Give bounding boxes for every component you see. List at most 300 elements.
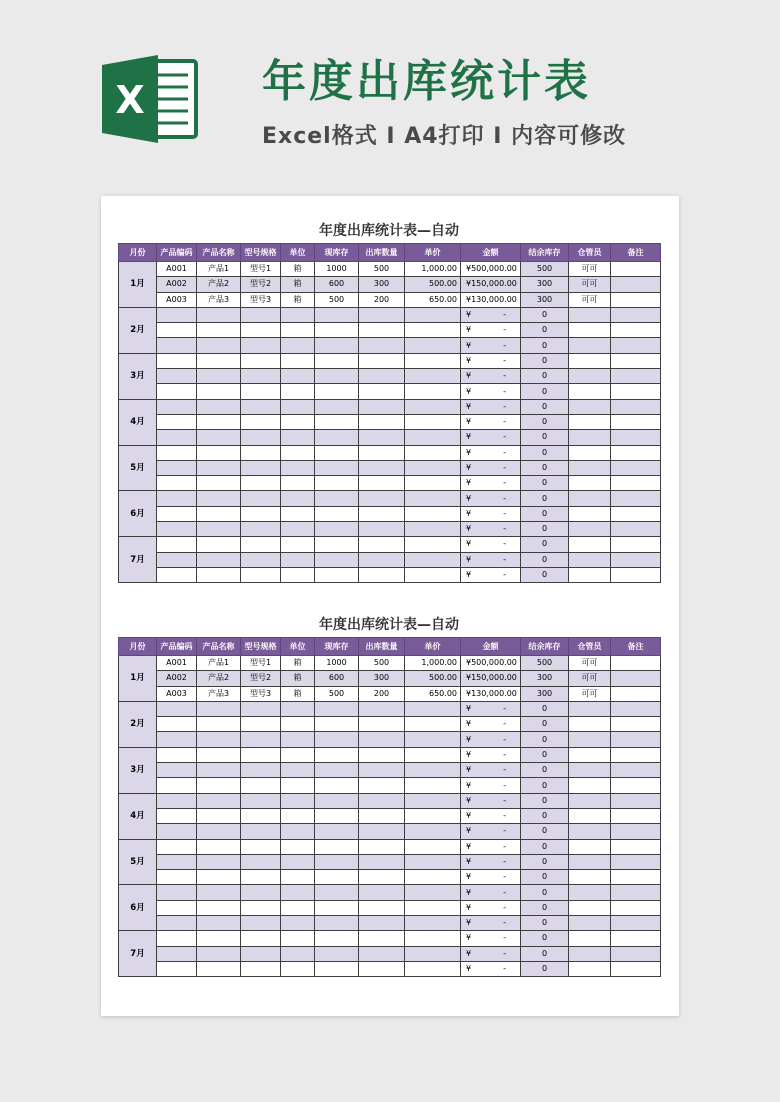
- cell-price[interactable]: [405, 793, 461, 808]
- cell-model[interactable]: [241, 323, 281, 338]
- cell-out[interactable]: [359, 353, 405, 368]
- cell-amount[interactable]: [461, 747, 521, 762]
- cell-keeper[interactable]: [569, 414, 611, 429]
- cell-note[interactable]: [611, 885, 661, 900]
- cell-price[interactable]: [405, 522, 461, 537]
- cell-name[interactable]: [197, 793, 241, 808]
- cell-keeper[interactable]: [569, 839, 611, 854]
- cell-price[interactable]: [405, 307, 461, 322]
- cell-unit[interactable]: [281, 430, 315, 445]
- cell-price[interactable]: [405, 338, 461, 353]
- cell-unit[interactable]: [281, 445, 315, 460]
- cell-note[interactable]: [611, 778, 661, 793]
- cell-amount[interactable]: [461, 460, 521, 475]
- cell-code[interactable]: [157, 552, 197, 567]
- cell-code[interactable]: [157, 778, 197, 793]
- cell-balance[interactable]: 0: [521, 338, 569, 353]
- cell-amount[interactable]: [461, 399, 521, 414]
- cell-code[interactable]: [157, 900, 197, 915]
- cell-model[interactable]: [241, 747, 281, 762]
- cell-name[interactable]: [197, 537, 241, 552]
- cell-price[interactable]: 500.00: [405, 671, 461, 686]
- cell-note[interactable]: [611, 399, 661, 414]
- cell-note[interactable]: [611, 900, 661, 915]
- cell-note[interactable]: [611, 854, 661, 869]
- cell-balance[interactable]: 0: [521, 839, 569, 854]
- cell-code[interactable]: [157, 537, 197, 552]
- cell-out[interactable]: [359, 307, 405, 322]
- cell-stock[interactable]: [315, 338, 359, 353]
- cell-price[interactable]: [405, 476, 461, 491]
- cell-model[interactable]: [241, 778, 281, 793]
- cell-amount[interactable]: [461, 323, 521, 338]
- cell-unit[interactable]: [281, 476, 315, 491]
- cell-amount[interactable]: [461, 931, 521, 946]
- cell-stock[interactable]: [315, 732, 359, 747]
- cell-model[interactable]: [241, 399, 281, 414]
- cell-model[interactable]: [241, 946, 281, 961]
- cell-name[interactable]: [197, 338, 241, 353]
- cell-unit[interactable]: [281, 369, 315, 384]
- cell-code[interactable]: [157, 824, 197, 839]
- cell-stock[interactable]: [315, 445, 359, 460]
- cell-price[interactable]: [405, 552, 461, 567]
- cell-stock[interactable]: [315, 900, 359, 915]
- cell-amount[interactable]: [461, 552, 521, 567]
- cell-keeper[interactable]: [569, 916, 611, 931]
- cell-model[interactable]: [241, 701, 281, 716]
- cell-unit[interactable]: [281, 839, 315, 854]
- cell-code[interactable]: [157, 476, 197, 491]
- cell-out[interactable]: [359, 414, 405, 429]
- cell-stock[interactable]: [315, 747, 359, 762]
- cell-out[interactable]: 500: [359, 262, 405, 277]
- cell-out[interactable]: [359, 522, 405, 537]
- cell-name[interactable]: [197, 701, 241, 716]
- cell-stock[interactable]: 500: [315, 292, 359, 307]
- cell-out[interactable]: [359, 717, 405, 732]
- cell-unit[interactable]: [281, 522, 315, 537]
- cell-price[interactable]: [405, 430, 461, 445]
- cell-keeper[interactable]: [569, 763, 611, 778]
- cell-keeper[interactable]: [569, 399, 611, 414]
- cell-unit[interactable]: [281, 460, 315, 475]
- cell-code[interactable]: [157, 763, 197, 778]
- cell-out[interactable]: [359, 946, 405, 961]
- cell-note[interactable]: [611, 931, 661, 946]
- cell-code[interactable]: A003: [157, 686, 197, 701]
- cell-name[interactable]: [197, 854, 241, 869]
- cell-code[interactable]: [157, 961, 197, 976]
- cell-keeper[interactable]: [569, 476, 611, 491]
- cell-model[interactable]: [241, 854, 281, 869]
- cell-stock[interactable]: [315, 931, 359, 946]
- cell-code[interactable]: [157, 399, 197, 414]
- cell-keeper[interactable]: [569, 537, 611, 552]
- cell-note[interactable]: [611, 537, 661, 552]
- cell-keeper[interactable]: [569, 717, 611, 732]
- cell-keeper[interactable]: [569, 701, 611, 716]
- cell-out[interactable]: [359, 430, 405, 445]
- cell-note[interactable]: [611, 552, 661, 567]
- cell-balance[interactable]: 0: [521, 808, 569, 823]
- cell-balance[interactable]: 0: [521, 369, 569, 384]
- cell-out[interactable]: [359, 323, 405, 338]
- cell-stock[interactable]: [315, 946, 359, 961]
- cell-unit[interactable]: 箱: [281, 671, 315, 686]
- cell-amount[interactable]: [461, 824, 521, 839]
- cell-stock[interactable]: [315, 323, 359, 338]
- cell-price[interactable]: [405, 369, 461, 384]
- cell-out[interactable]: [359, 537, 405, 552]
- cell-out[interactable]: [359, 793, 405, 808]
- cell-balance[interactable]: 0: [521, 854, 569, 869]
- cell-unit[interactable]: [281, 399, 315, 414]
- cell-model[interactable]: [241, 522, 281, 537]
- cell-note[interactable]: [611, 445, 661, 460]
- cell-name[interactable]: [197, 717, 241, 732]
- cell-keeper[interactable]: [569, 506, 611, 521]
- cell-unit[interactable]: [281, 307, 315, 322]
- cell-note[interactable]: [611, 292, 661, 307]
- cell-model[interactable]: 型号1: [241, 262, 281, 277]
- cell-price[interactable]: [405, 567, 461, 582]
- cell-stock[interactable]: 500: [315, 686, 359, 701]
- cell-price[interactable]: [405, 384, 461, 399]
- cell-amount[interactable]: [461, 778, 521, 793]
- cell-balance[interactable]: 0: [521, 732, 569, 747]
- cell-amount[interactable]: [461, 808, 521, 823]
- cell-price[interactable]: [405, 491, 461, 506]
- cell-balance[interactable]: 0: [521, 870, 569, 885]
- cell-name[interactable]: [197, 870, 241, 885]
- cell-stock[interactable]: [315, 491, 359, 506]
- cell-code[interactable]: [157, 854, 197, 869]
- cell-out[interactable]: [359, 916, 405, 931]
- cell-code[interactable]: [157, 808, 197, 823]
- cell-price[interactable]: [405, 885, 461, 900]
- cell-name[interactable]: [197, 916, 241, 931]
- cell-unit[interactable]: [281, 717, 315, 732]
- cell-unit[interactable]: [281, 946, 315, 961]
- cell-stock[interactable]: [315, 701, 359, 716]
- cell-keeper[interactable]: [569, 460, 611, 475]
- cell-model[interactable]: [241, 307, 281, 322]
- cell-balance[interactable]: 0: [521, 717, 569, 732]
- cell-note[interactable]: [611, 961, 661, 976]
- cell-amount[interactable]: [461, 522, 521, 537]
- cell-balance[interactable]: 0: [521, 763, 569, 778]
- cell-stock[interactable]: [315, 399, 359, 414]
- cell-model[interactable]: [241, 567, 281, 582]
- cell-unit[interactable]: [281, 870, 315, 885]
- cell-name[interactable]: [197, 732, 241, 747]
- cell-price[interactable]: [405, 399, 461, 414]
- cell-balance[interactable]: 0: [521, 476, 569, 491]
- cell-unit[interactable]: [281, 747, 315, 762]
- cell-stock[interactable]: [315, 885, 359, 900]
- cell-price[interactable]: 1,000.00: [405, 262, 461, 277]
- cell-price[interactable]: [405, 537, 461, 552]
- cell-stock[interactable]: [315, 460, 359, 475]
- cell-code[interactable]: [157, 323, 197, 338]
- cell-unit[interactable]: [281, 384, 315, 399]
- cell-model[interactable]: [241, 900, 281, 915]
- cell-code[interactable]: [157, 491, 197, 506]
- cell-note[interactable]: [611, 870, 661, 885]
- cell-out[interactable]: 500: [359, 656, 405, 671]
- cell-model[interactable]: 型号3: [241, 292, 281, 307]
- cell-name[interactable]: [197, 445, 241, 460]
- cell-price[interactable]: [405, 931, 461, 946]
- cell-name[interactable]: [197, 763, 241, 778]
- cell-keeper[interactable]: [569, 522, 611, 537]
- cell-out[interactable]: [359, 824, 405, 839]
- cell-out[interactable]: 300: [359, 671, 405, 686]
- cell-code[interactable]: [157, 793, 197, 808]
- cell-amount[interactable]: [461, 946, 521, 961]
- cell-amount[interactable]: [461, 567, 521, 582]
- cell-amount[interactable]: [461, 839, 521, 854]
- cell-balance[interactable]: 0: [521, 537, 569, 552]
- cell-note[interactable]: [611, 946, 661, 961]
- cell-model[interactable]: [241, 414, 281, 429]
- cell-balance[interactable]: 0: [521, 399, 569, 414]
- cell-unit[interactable]: [281, 552, 315, 567]
- cell-price[interactable]: [405, 747, 461, 762]
- cell-keeper[interactable]: 可可: [569, 292, 611, 307]
- cell-name[interactable]: 产品1: [197, 656, 241, 671]
- cell-unit[interactable]: [281, 353, 315, 368]
- cell-balance[interactable]: 0: [521, 885, 569, 900]
- cell-model[interactable]: [241, 916, 281, 931]
- cell-stock[interactable]: 1000: [315, 262, 359, 277]
- cell-name[interactable]: [197, 506, 241, 521]
- cell-price[interactable]: [405, 900, 461, 915]
- cell-stock[interactable]: [315, 384, 359, 399]
- cell-amount[interactable]: [461, 717, 521, 732]
- cell-keeper[interactable]: 可可: [569, 277, 611, 292]
- cell-balance[interactable]: 0: [521, 506, 569, 521]
- cell-keeper[interactable]: 可可: [569, 262, 611, 277]
- cell-keeper[interactable]: [569, 870, 611, 885]
- cell-balance[interactable]: 0: [521, 900, 569, 915]
- cell-model[interactable]: [241, 506, 281, 521]
- cell-amount[interactable]: [461, 763, 521, 778]
- cell-model[interactable]: 型号2: [241, 277, 281, 292]
- cell-out[interactable]: [359, 491, 405, 506]
- cell-price[interactable]: [405, 839, 461, 854]
- cell-out[interactable]: [359, 900, 405, 915]
- cell-model[interactable]: [241, 445, 281, 460]
- cell-out[interactable]: 200: [359, 686, 405, 701]
- cell-note[interactable]: [611, 567, 661, 582]
- cell-model[interactable]: [241, 491, 281, 506]
- cell-code[interactable]: [157, 506, 197, 521]
- cell-price[interactable]: [405, 808, 461, 823]
- cell-stock[interactable]: [315, 854, 359, 869]
- cell-stock[interactable]: [315, 839, 359, 854]
- cell-name[interactable]: [197, 778, 241, 793]
- cell-stock[interactable]: [315, 552, 359, 567]
- cell-balance[interactable]: 0: [521, 460, 569, 475]
- cell-name[interactable]: [197, 323, 241, 338]
- cell-unit[interactable]: [281, 793, 315, 808]
- cell-balance[interactable]: 300: [521, 686, 569, 701]
- cell-note[interactable]: [611, 686, 661, 701]
- cell-amount[interactable]: [461, 961, 521, 976]
- cell-model[interactable]: [241, 870, 281, 885]
- cell-code[interactable]: [157, 414, 197, 429]
- cell-amount[interactable]: [461, 369, 521, 384]
- cell-name[interactable]: [197, 491, 241, 506]
- cell-amount[interactable]: [461, 916, 521, 931]
- cell-stock[interactable]: [315, 763, 359, 778]
- cell-amount[interactable]: [461, 793, 521, 808]
- cell-note[interactable]: [611, 808, 661, 823]
- cell-note[interactable]: [611, 384, 661, 399]
- cell-stock[interactable]: [315, 506, 359, 521]
- cell-stock[interactable]: [315, 916, 359, 931]
- cell-price[interactable]: 1,000.00: [405, 656, 461, 671]
- cell-balance[interactable]: 0: [521, 384, 569, 399]
- cell-keeper[interactable]: [569, 307, 611, 322]
- cell-amount[interactable]: [461, 506, 521, 521]
- cell-price[interactable]: 500.00: [405, 277, 461, 292]
- cell-price[interactable]: [405, 506, 461, 521]
- cell-model[interactable]: [241, 839, 281, 854]
- cell-model[interactable]: [241, 808, 281, 823]
- cell-code[interactable]: [157, 460, 197, 475]
- cell-code[interactable]: [157, 369, 197, 384]
- cell-balance[interactable]: 300: [521, 292, 569, 307]
- cell-code[interactable]: [157, 916, 197, 931]
- cell-balance[interactable]: 0: [521, 567, 569, 582]
- cell-balance[interactable]: 0: [521, 824, 569, 839]
- cell-out[interactable]: 200: [359, 292, 405, 307]
- cell-balance[interactable]: 0: [521, 445, 569, 460]
- cell-note[interactable]: [611, 747, 661, 762]
- cell-balance[interactable]: 300: [521, 671, 569, 686]
- cell-code[interactable]: [157, 870, 197, 885]
- cell-amount[interactable]: [461, 353, 521, 368]
- cell-stock[interactable]: [315, 307, 359, 322]
- cell-stock[interactable]: [315, 961, 359, 976]
- cell-note[interactable]: [611, 262, 661, 277]
- cell-amount[interactable]: [461, 491, 521, 506]
- cell-out[interactable]: [359, 445, 405, 460]
- cell-code[interactable]: [157, 353, 197, 368]
- cell-code[interactable]: A003: [157, 292, 197, 307]
- cell-stock[interactable]: [315, 793, 359, 808]
- cell-model[interactable]: [241, 369, 281, 384]
- cell-price[interactable]: [405, 460, 461, 475]
- cell-amount[interactable]: [461, 671, 521, 686]
- cell-unit[interactable]: [281, 808, 315, 823]
- cell-unit[interactable]: [281, 323, 315, 338]
- cell-balance[interactable]: 300: [521, 277, 569, 292]
- cell-model[interactable]: [241, 763, 281, 778]
- cell-model[interactable]: [241, 338, 281, 353]
- cell-note[interactable]: [611, 763, 661, 778]
- cell-amount[interactable]: [461, 476, 521, 491]
- cell-unit[interactable]: [281, 537, 315, 552]
- cell-keeper[interactable]: [569, 491, 611, 506]
- cell-note[interactable]: [611, 307, 661, 322]
- cell-name[interactable]: [197, 931, 241, 946]
- cell-amount[interactable]: [461, 277, 521, 292]
- cell-model[interactable]: [241, 961, 281, 976]
- cell-note[interactable]: [611, 323, 661, 338]
- cell-unit[interactable]: [281, 916, 315, 931]
- cell-keeper[interactable]: [569, 778, 611, 793]
- cell-balance[interactable]: 0: [521, 931, 569, 946]
- cell-name[interactable]: [197, 552, 241, 567]
- cell-keeper[interactable]: [569, 338, 611, 353]
- cell-keeper[interactable]: [569, 445, 611, 460]
- cell-name[interactable]: [197, 460, 241, 475]
- cell-keeper[interactable]: 可可: [569, 686, 611, 701]
- cell-keeper[interactable]: [569, 353, 611, 368]
- cell-amount[interactable]: [461, 307, 521, 322]
- cell-amount[interactable]: [461, 854, 521, 869]
- cell-unit[interactable]: 箱: [281, 262, 315, 277]
- cell-code[interactable]: [157, 946, 197, 961]
- cell-out[interactable]: [359, 701, 405, 716]
- cell-price[interactable]: 650.00: [405, 686, 461, 701]
- cell-name[interactable]: 产品3: [197, 292, 241, 307]
- cell-price[interactable]: 650.00: [405, 292, 461, 307]
- cell-note[interactable]: [611, 671, 661, 686]
- cell-balance[interactable]: 0: [521, 961, 569, 976]
- cell-keeper[interactable]: [569, 793, 611, 808]
- cell-keeper[interactable]: 可可: [569, 671, 611, 686]
- cell-unit[interactable]: [281, 491, 315, 506]
- cell-balance[interactable]: 0: [521, 353, 569, 368]
- cell-code[interactable]: [157, 430, 197, 445]
- cell-price[interactable]: [405, 717, 461, 732]
- cell-keeper[interactable]: [569, 552, 611, 567]
- cell-out[interactable]: [359, 369, 405, 384]
- cell-price[interactable]: [405, 916, 461, 931]
- cell-code[interactable]: A002: [157, 671, 197, 686]
- cell-unit[interactable]: [281, 338, 315, 353]
- cell-amount[interactable]: [461, 900, 521, 915]
- cell-note[interactable]: [611, 369, 661, 384]
- cell-balance[interactable]: 0: [521, 430, 569, 445]
- cell-code[interactable]: [157, 717, 197, 732]
- cell-amount[interactable]: [461, 701, 521, 716]
- cell-unit[interactable]: [281, 701, 315, 716]
- cell-unit[interactable]: 箱: [281, 277, 315, 292]
- cell-name[interactable]: [197, 414, 241, 429]
- cell-note[interactable]: [611, 491, 661, 506]
- cell-stock[interactable]: [315, 870, 359, 885]
- cell-price[interactable]: [405, 824, 461, 839]
- cell-unit[interactable]: [281, 961, 315, 976]
- cell-price[interactable]: [405, 701, 461, 716]
- cell-out[interactable]: [359, 854, 405, 869]
- cell-note[interactable]: [611, 476, 661, 491]
- cell-code[interactable]: [157, 839, 197, 854]
- cell-name[interactable]: [197, 476, 241, 491]
- cell-name[interactable]: [197, 885, 241, 900]
- cell-keeper[interactable]: [569, 747, 611, 762]
- cell-name[interactable]: [197, 353, 241, 368]
- cell-model[interactable]: [241, 732, 281, 747]
- cell-unit[interactable]: [281, 763, 315, 778]
- cell-name[interactable]: [197, 369, 241, 384]
